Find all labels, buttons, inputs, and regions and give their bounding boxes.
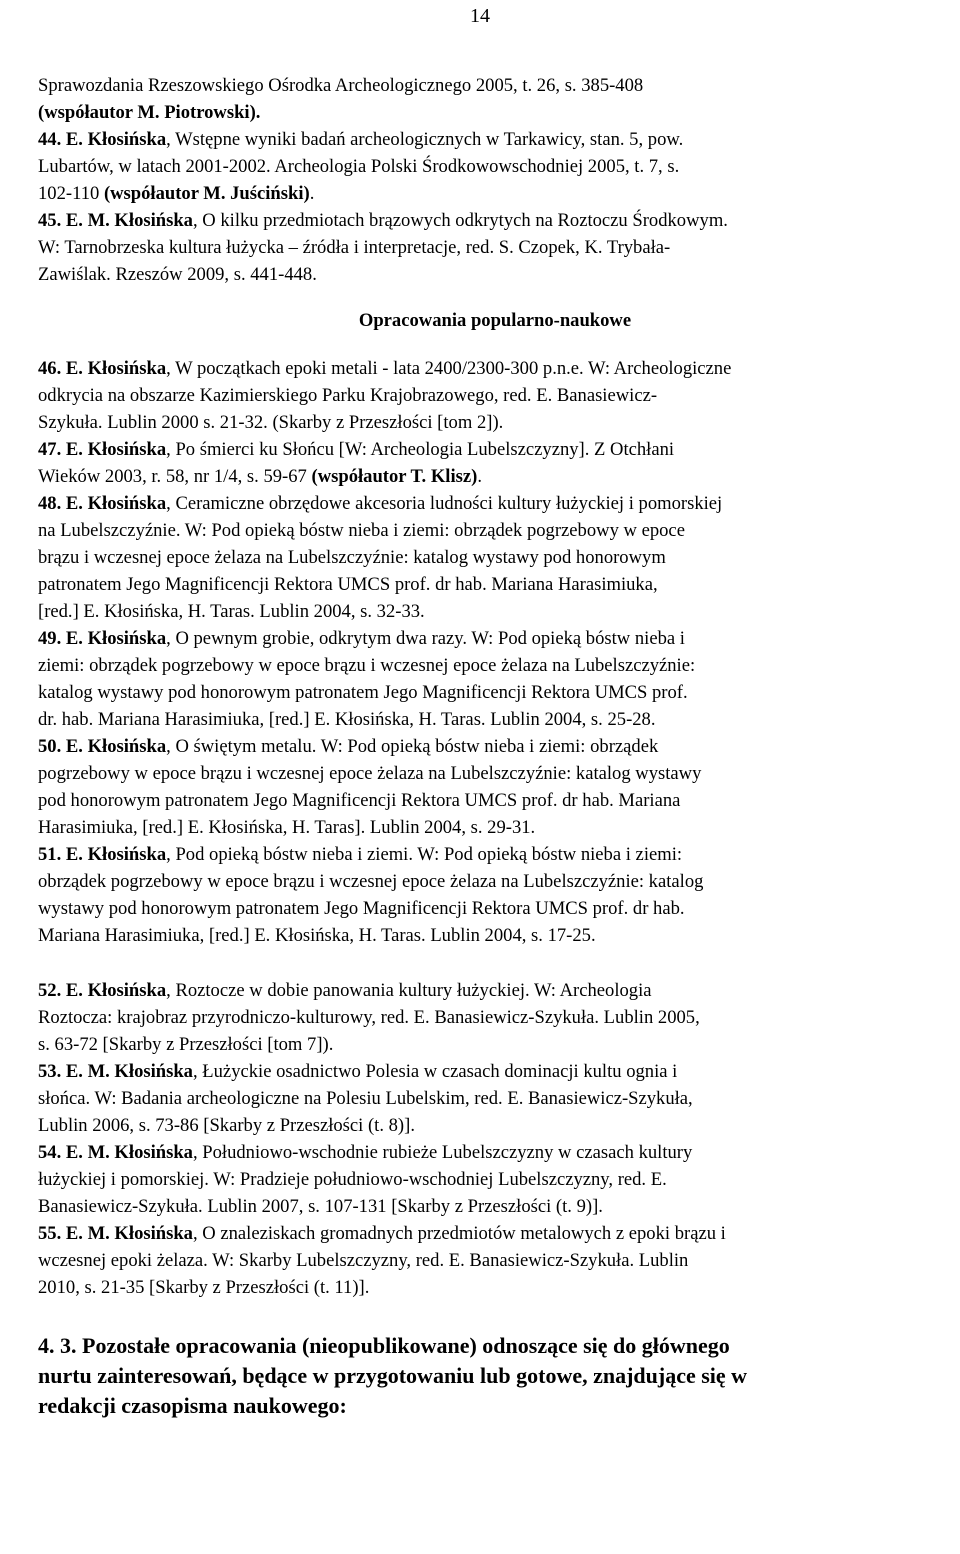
entry-line: 48. E. Kłosińska, Ceramiczne obrzędowe akcesoria ludności kultury łużyckiej i pomorskiej [38, 493, 723, 514]
heading-line: nurtu zainteresowań, będące w przygotowaniu lub gotowe, znajdujące się w [38, 1363, 748, 1388]
entry-line: 50. E. Kłosińska, O świętym metalu. W: Pod opieką bóstw nieba i ziemi: obrządek [38, 736, 659, 757]
entry-line: 44. E. Kłosińska, Wstępne wyniki badań archeologicznych w Tarkawicy, stan. 5, pow. [38, 129, 684, 150]
entry-47 [38, 436, 952, 490]
entry-line: 2010, s. 21-35 [Skarby z Przeszłości (t. 11)]. [38, 1277, 370, 1298]
entry-line: Mariana Harasimiuka, [red.] E. Kłosińska, H. Taras. Lublin 2004, s. 17-25. [38, 925, 596, 946]
entry-line: 46. E. Kłosińska, W początkach epoki metali - lata 2400/2300-300 p.n.e. W: Archeologiczne [38, 358, 732, 379]
entry-line: łużyckiej i pomorskiej. W: Pradzieje południowo-wschodniej Lubelszczyzny, red. E. [38, 1169, 667, 1190]
entry-line: patronatem Jego Magnificencji Rektora UMCS prof. dr hab. Mariana Harasimiuka, [38, 574, 658, 595]
entry-line: na Lubelszczyźnie. W: Pod opieką bóstw nieba i ziemi: obrządek pogrzebowy w epoce [38, 520, 685, 541]
entry-45 [38, 207, 952, 288]
entry-line: pod honorowym patronatem Jego Magnificencji Rektora UMCS prof. dr hab. Mariana [38, 790, 681, 811]
entry-line: pogrzebowy w epoce brązu i wczesnej epoce żelaza na Lubelszczyźnie: katalog wystawy [38, 763, 702, 784]
entry-line: Harasimiuka, [red.] E. Kłosińska, H. Taras]. Lublin 2004, s. 29-31. [38, 817, 536, 838]
entry-line: Roztocza: krajobraz przyrodniczo-kulturowy, red. E. Banasiewicz-Szykuła. Lublin 2005, [38, 1007, 700, 1028]
entry-line: katalog wystawy pod honorowym patronatem Jego Magnificencji Rektora UMCS prof. [38, 682, 688, 703]
entry-line: słońca. W: Badania archeologiczne na Polesiu Lubelskim, red. E. Banasiewicz-Szykuła, [38, 1088, 693, 1109]
entry-48 [38, 490, 952, 625]
entry-46 [38, 355, 952, 436]
entry-55 [38, 1220, 952, 1301]
entry-line: Banasiewicz-Szykuła. Lublin 2007, s. 107-131 [Skarby z Przeszłości (t. 9)]. [38, 1196, 603, 1217]
entry-50 [38, 733, 952, 841]
entry-51 [38, 841, 952, 949]
page-number: 14 [470, 5, 490, 27]
final-heading [38, 1331, 952, 1421]
entry-line: obrządek pogrzebowy w epoce brązu i wczesnej epoce żelaza na Lubelszczyźnie: katalog [38, 871, 704, 892]
entry-line: brązu i wczesnej epoce żelaza na Lubelszczyźnie: katalog wystawy pod honorowym [38, 547, 666, 568]
entry-53 [38, 1058, 952, 1139]
entry-line: 49. E. Kłosińska, O pewnym grobie, odkrytym dwa razy. W: Pod opieką bóstw nieba i [38, 628, 685, 649]
entry-line: 102-110 (współautor M. Juściński). [38, 183, 315, 204]
entry-line: 55. E. M. Kłosińska, O znaleziskach gromadnych przedmiotów metalowych z epoki brązu i [38, 1223, 726, 1244]
entry-line: odkrycia na obszarze Kazimierskiego Parku Krajobrazowego, red. E. Banasiewicz- [38, 385, 658, 406]
entry-line: [red.] E. Kłosińska, H. Taras. Lublin 2004, s. 32-33. [38, 601, 425, 622]
section-title: Opracowania popularno-naukowe [358, 310, 632, 331]
entry-line: W: Tarnobrzeska kultura łużycka – źródła i interpretacje, red. S. Czopek, K. Trybała- [38, 237, 671, 258]
entry-54 [38, 1139, 952, 1220]
entry-line: ziemi: obrządek pogrzebowy w epoce brązu i wczesnej epoce żelaza na Lubelszczyźnie: [38, 655, 696, 676]
spacer [38, 949, 952, 977]
entry-52 [38, 977, 952, 1058]
entry-line: dr. hab. Mariana Harasimiuka, [red.] E. Kłosińska, H. Taras. Lublin 2004, s. 25-28. [38, 709, 656, 730]
entry-line: 47. E. Kłosińska, Po śmierci ku Słońcu [W: Archeologia Lubelszczyzny]. Z Otchłani [38, 439, 675, 460]
entry-line: 52. E. Kłosińska, Roztocze w dobie panowania kultury łużyckiej. W: Archeologia [38, 980, 652, 1001]
entry-line: Zawiślak. Rzeszów 2009, s. 441-448. [38, 264, 317, 285]
entry-44 [38, 126, 952, 207]
entry-line: 45. E. M. Kłosińska, O kilku przedmiotach brązowych odkrytych na Roztoczu Środkowym. [38, 210, 728, 231]
entry-line: Lublin 2006, s. 73-86 [Skarby z Przeszłości (t. 8)]. [38, 1115, 415, 1136]
entry-line: 51. E. Kłosińska, Pod opieką bóstw nieba i ziemi. W: Pod opieką bóstw nieba i ziemi: [38, 844, 683, 865]
entry-line: Sprawozdania Rzeszowskiego Ośrodka Archeologicznego 2005, t. 26, s. 385-408 [38, 75, 644, 96]
heading-line: 4. 3. Pozostałe opracowania (nieopublikowane) odnoszące się do głównego [38, 1333, 730, 1358]
heading-line: redakcji czasopisma naukowego: [38, 1393, 347, 1418]
entry-line: 54. E. M. Kłosińska, Południowo-wschodnie rubieże Lubelszczyzny w czasach kultury [38, 1142, 693, 1163]
bibliography-content [38, 72, 952, 1421]
entry-line: (współautor M. Piotrowski). [38, 102, 261, 123]
entry-line: wczesnej epoki żelaza. W: Skarby Lubelszczyzny, red. E. Banasiewicz-Szykuła. Lublin [38, 1250, 689, 1271]
entry-line: Lubartów, w latach 2001-2002. Archeologia Polski Środkowowschodniej 2005, t. 7, s. [38, 156, 680, 177]
entry-line: s. 63-72 [Skarby z Przeszłości [tom 7]). [38, 1034, 334, 1055]
entry-49 [38, 625, 952, 733]
spacer [38, 1301, 952, 1331]
entry-43-continuation [38, 72, 952, 126]
entry-line: Szykuła. Lublin 2000 s. 21-32. (Skarby z Przeszłości [tom 2]). [38, 412, 504, 433]
entry-line: wystawy pod honorowym patronatem Jego Magnificencji Rektora UMCS prof. dr hab. [38, 898, 685, 919]
entry-line: 53. E. M. Kłosińska, Łużyckie osadnictwo Polesia w czasach dominacji kultu ognia i [38, 1061, 678, 1082]
entry-line: Wieków 2003, r. 58, nr 1/4, s. 59-67 (współautor T. Klisz). [38, 466, 482, 487]
